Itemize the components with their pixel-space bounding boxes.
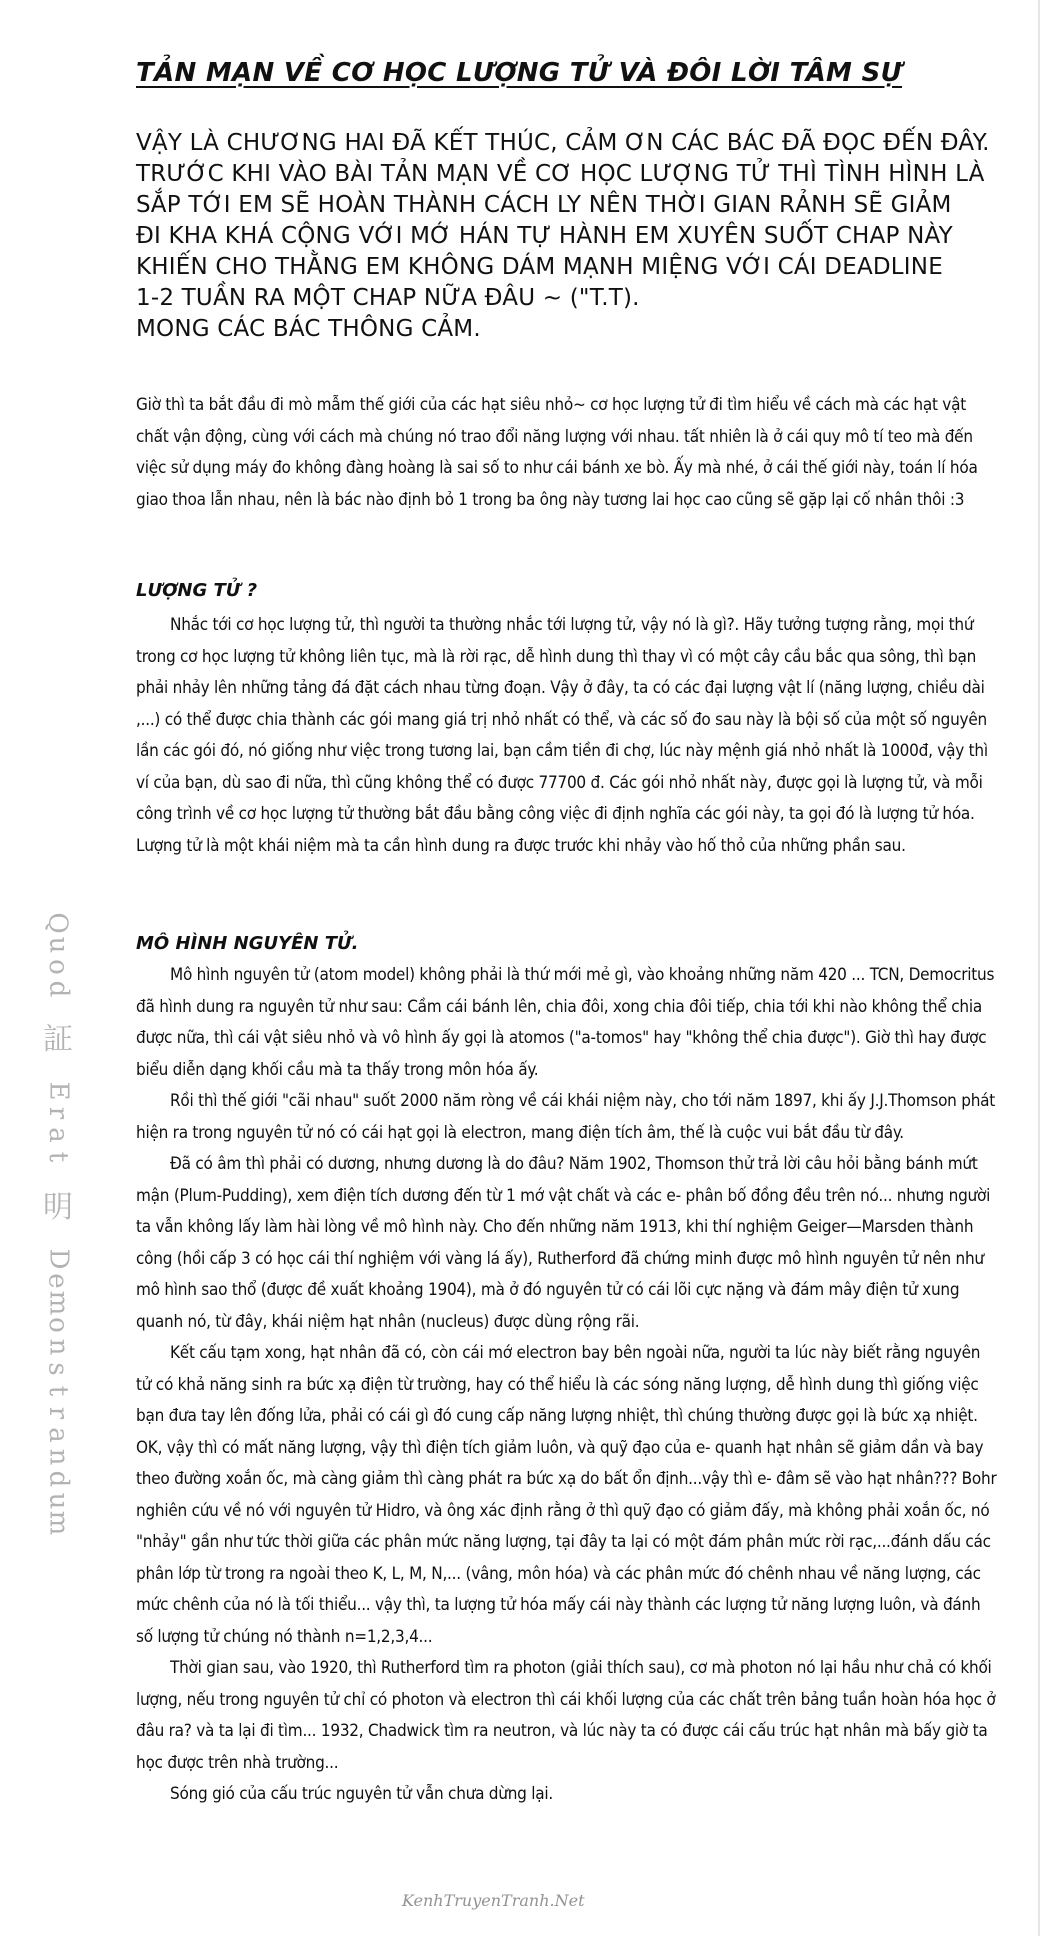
watermark-char: m	[43, 1290, 73, 1316]
watermark-char: o	[43, 1317, 73, 1333]
watermark-char: u	[43, 936, 73, 954]
section-heading-quantum: LƯỢNG TỬ ?	[136, 580, 258, 601]
watermark-char: D	[42, 1248, 73, 1270]
watermark-char	[47, 1175, 69, 1183]
paragraph: Nhắc tới cơ học lượng tử, thì người ta thường nhắc tới lượng tử, vậy nó là gì?. Hãy tưởng tượng rằng, mọi thứ trong cơ học lượng tử không liên tục, mà là rời rạc, dễ hình dung thì thay vì có một cây cầu bắc qua sông, thì bạn phải nhảy lên những tảng đá đặt cách nhau từng đoạn. Vậy ở đây, ta có các đại lượng vật lí (năng lượng, chiều dài ,...) có thể được chia thành các gói mang giá trị nhỏ nhất có thể, và các số đo sau này là bội số của một số nguyên lần các gói đó, nó giống như việc trong tương lai, bạn cầm tiền đi chợ, lúc này mệnh giá nhỏ nhất là 1000đ, vậy thì ví của bạn, dù sao đi nữa, thì cũng không thể có được 77700 đ. Các gói nhỏ nhất này, được gọi là lượng tử, và mỗi công trình về cơ học lượng tử thường bắt đầu bằng công việc đi định nghĩa các gói này, ta gọi đó là lượng tử hóa. Lượng tử là một khái niệm mà ta cần hình dung ra được trước khi nhảy vào hố thỏ của những phần sau.	[136, 615, 988, 856]
paragraph: Đã có âm thì phải có dương, nhưng dương là do đâu? Năm 1902, Thomson thử trả lời câu hỏi bằng bánh mứt mận (Plum-Pudding), xem điện tích dương đến từ 1 mớ vật chất và các e- phân bố đồng đều trên nó... nhưng người ta vẫn không lấy làm hài lòng về mô hình này. Cho đến những năm 1913, khi thí nghiệm Geiger—Marsden thành công (hồi cấp 3 có học cái thí nghiệm với vàng lá ấy), Rutherford đã chứng minh được mô hình nguyên tử nên như mô hình sao thổ (được đề xuất khoảng 1904), mà ở đó nguyên tử có cái lõi cực nặng và đám mây điện tử xung quanh nó, từ đây, khái niệm hạt nhân (nucleus) được dùng rộng rãi.	[136, 1154, 991, 1332]
paragraph: Sóng gió của cấu trúc nguyên tử vẫn chưa dừng lại.	[170, 1784, 553, 1804]
watermark-char: n	[43, 1448, 73, 1466]
watermark-char: 証	[43, 1022, 73, 1057]
intro-line: SẮP TỚI EM SẼ HOÀN THÀNH CÁCH LY NÊN THỜI GIAN RẢNH SẼ GIẢM	[136, 192, 952, 218]
watermark-char: d	[43, 980, 73, 998]
watermark-char: a	[42, 1427, 73, 1443]
paragraph: Mô hình nguyên tử (atom model) không phải là thứ mới mẻ gì, vào khoảng những năm 420 ... TCN, Democritus đã hình dung ra nguyên tử như sau: Cầm cái bánh lên, chia đôi, xong chia đôi tiếp, chia tới khi nào không thể chia được nữa, thì cái vật siêu nhỏ và vô hình ấy gọi là atomos ("a-tomos" hay "không thể chia được"). Giờ thì hay được biểu diễn dạng khối cầu mà ta thấy trong môn hóa ấy.	[136, 965, 995, 1080]
section-quantum-body	[136, 610, 998, 862]
watermark-char: E	[42, 1081, 73, 1101]
watermark-char: t	[42, 1151, 73, 1163]
paragraph: Giờ thì ta bắt đầu đi mò mẫm thế giới của các hạt siêu nhỏ~ cơ học lượng tử đi tìm hiểu về cách mà các hạt vật chất vận động, cùng với cách mà chúng nó trao đổi năng lượng với nhau. tất nhiên là ở cái quy mô tí teo mà đến việc sử dụng máy đo không đàng hoàng là sai số to như cái bánh xe bò. Ấy mà nhé, ở cái thế giới này, toán lí hóa giao thoa lẫn nhau, nên là bác nào định bỏ 1 trong ba ông này tương lai học cao cũng sẽ gặp lại cố nhân thôi :3	[136, 395, 978, 510]
watermark-char: s	[43, 1362, 73, 1376]
watermark-char: r	[43, 1106, 73, 1120]
intro-line: KHIẾN CHO THẰNG EM KHÔNG DÁM MẠNH MIỆNG VỚI CÁI DEADLINE	[136, 254, 943, 280]
watermark-char: e	[42, 1273, 73, 1289]
watermark-char: t	[42, 1385, 73, 1397]
watermark-char	[47, 1007, 69, 1015]
watermark-char: d	[43, 1470, 73, 1488]
watermark-char: o	[43, 959, 73, 975]
watermark-char: m	[43, 1510, 73, 1536]
intro-block	[136, 128, 990, 345]
watermark-char: 明	[43, 1190, 73, 1225]
watermark-char: r	[43, 1406, 73, 1420]
paragraph: Rồi thì thế giới "cãi nhau" suốt 2000 năm ròng về cái khái niệm này, cho tới năm 1897, khi ấy J.J.Thomson phát hiện ra trong nguyên tử nó có cái hạt gọi là electron, mang điện tích âm, thế là cuộc vui bắt đầu từ đây.	[136, 1091, 995, 1143]
watermark-char	[47, 1233, 69, 1241]
opening-paragraph	[136, 390, 998, 516]
watermark-char: u	[43, 1492, 73, 1510]
intro-line: 1-2 TUẦN RA MỘT CHAP NỮA ĐÂU ~ ("T.T).	[136, 285, 640, 311]
bottom-watermark: KenhTruyenTranh.Net	[402, 1891, 585, 1910]
section-heading-atom-model: MÔ HÌNH NGUYÊN TỬ.	[136, 933, 359, 954]
intro-line: ĐI KHA KHÁ CỘNG VỚI MỚ HÁN TỰ HÀNH EM XUYÊN SUỐT CHAP NÀY	[136, 223, 953, 249]
intro-line: VẬY LÀ CHƯƠNG HAI ĐÃ KẾT THÚC, CẢM ƠN CÁC BÁC ĐÃ ĐỌC ĐẾN ĐÂY.	[136, 130, 990, 156]
watermark-char: Q	[42, 912, 73, 934]
side-watermark	[38, 912, 78, 1592]
page-title: TẢN MẠN VỀ CƠ HỌC LƯỢNG TỬ VÀ ĐÔI LỜI TÂM SỰ	[136, 58, 903, 88]
watermark-char: n	[43, 1338, 73, 1356]
watermark-char	[47, 1065, 69, 1073]
paragraph: Kết cấu tạm xong, hạt nhân đã có, còn cái mớ electron bay bên ngoài nữa, người ta lúc này biết rằng nguyên tử có khả năng sinh ra bức xạ điện từ trường, hay có thể hiểu là các sóng năng lượng, dễ hình dung thì giống việc bạn đưa tay lên đống lửa, phải có cái gì đó cung cấp năng lượng nhiệt, thì chúng thường được gọi là bức xạ nhiệt. OK, vậy thì có mất năng lượng, vậy thì điện tích giảm luôn, và quỹ đạo của e- quanh hạt nhân sẽ giảm dần và bay theo đường xoắn ốc, mà càng giảm thì càng phát ra bức xạ do bất ổn định...vậy thì e- đâm sẽ vào hạt nhân??? Bohr nghiên cứu về nó với nguyên tử Hidro, và ông xác định rằng ở thì quỹ đạo có giảm đấy, mà không phải xoắn ốc, nó "nhảy" gần như tức thời giữa các phân mức năng lượng, tại đây ta lại có một đám phân mức rời rạc,...đánh dấu các phân lớp từ trong ra ngoài theo K, L, M, N,... (vâng, môn hóa) và các phân mức đó chênh nhau về năng lượng, các mức chênh của nó là tối thiểu... vậy thì, ta lượng tử hóa mấy cái này thành các lượng tử năng lượng luôn, và đánh số lượng tử chúng nó thành n=1,2,3,4...	[136, 1343, 997, 1647]
intro-line: MONG CÁC BÁC THÔNG CẢM.	[136, 316, 481, 342]
intro-line: TRƯỚC KHI VÀO BÀI TẢN MẠN VỀ CƠ HỌC LƯỢNG TỬ THÌ TÌNH HÌNH LÀ	[136, 161, 985, 187]
watermark-char: a	[42, 1127, 73, 1143]
paragraph: Thời gian sau, vào 1920, thì Rutherford tìm ra photon (giải thích sau), cơ mà photon nó lại hầu như chả có khối lượng, nếu trong nguyên tử chỉ có photon và electron thì cái khối lượng của các chất trên bảng tuần hoàn hóa học ở đâu ra? và ta lại đi tìm... 1932, Chadwick tìm ra neutron, và lúc này ta có được cái cấu trúc hạt nhân mà bấy giờ ta học được trên nhà trường...	[136, 1658, 996, 1773]
section-atom-model-body	[136, 960, 998, 1811]
